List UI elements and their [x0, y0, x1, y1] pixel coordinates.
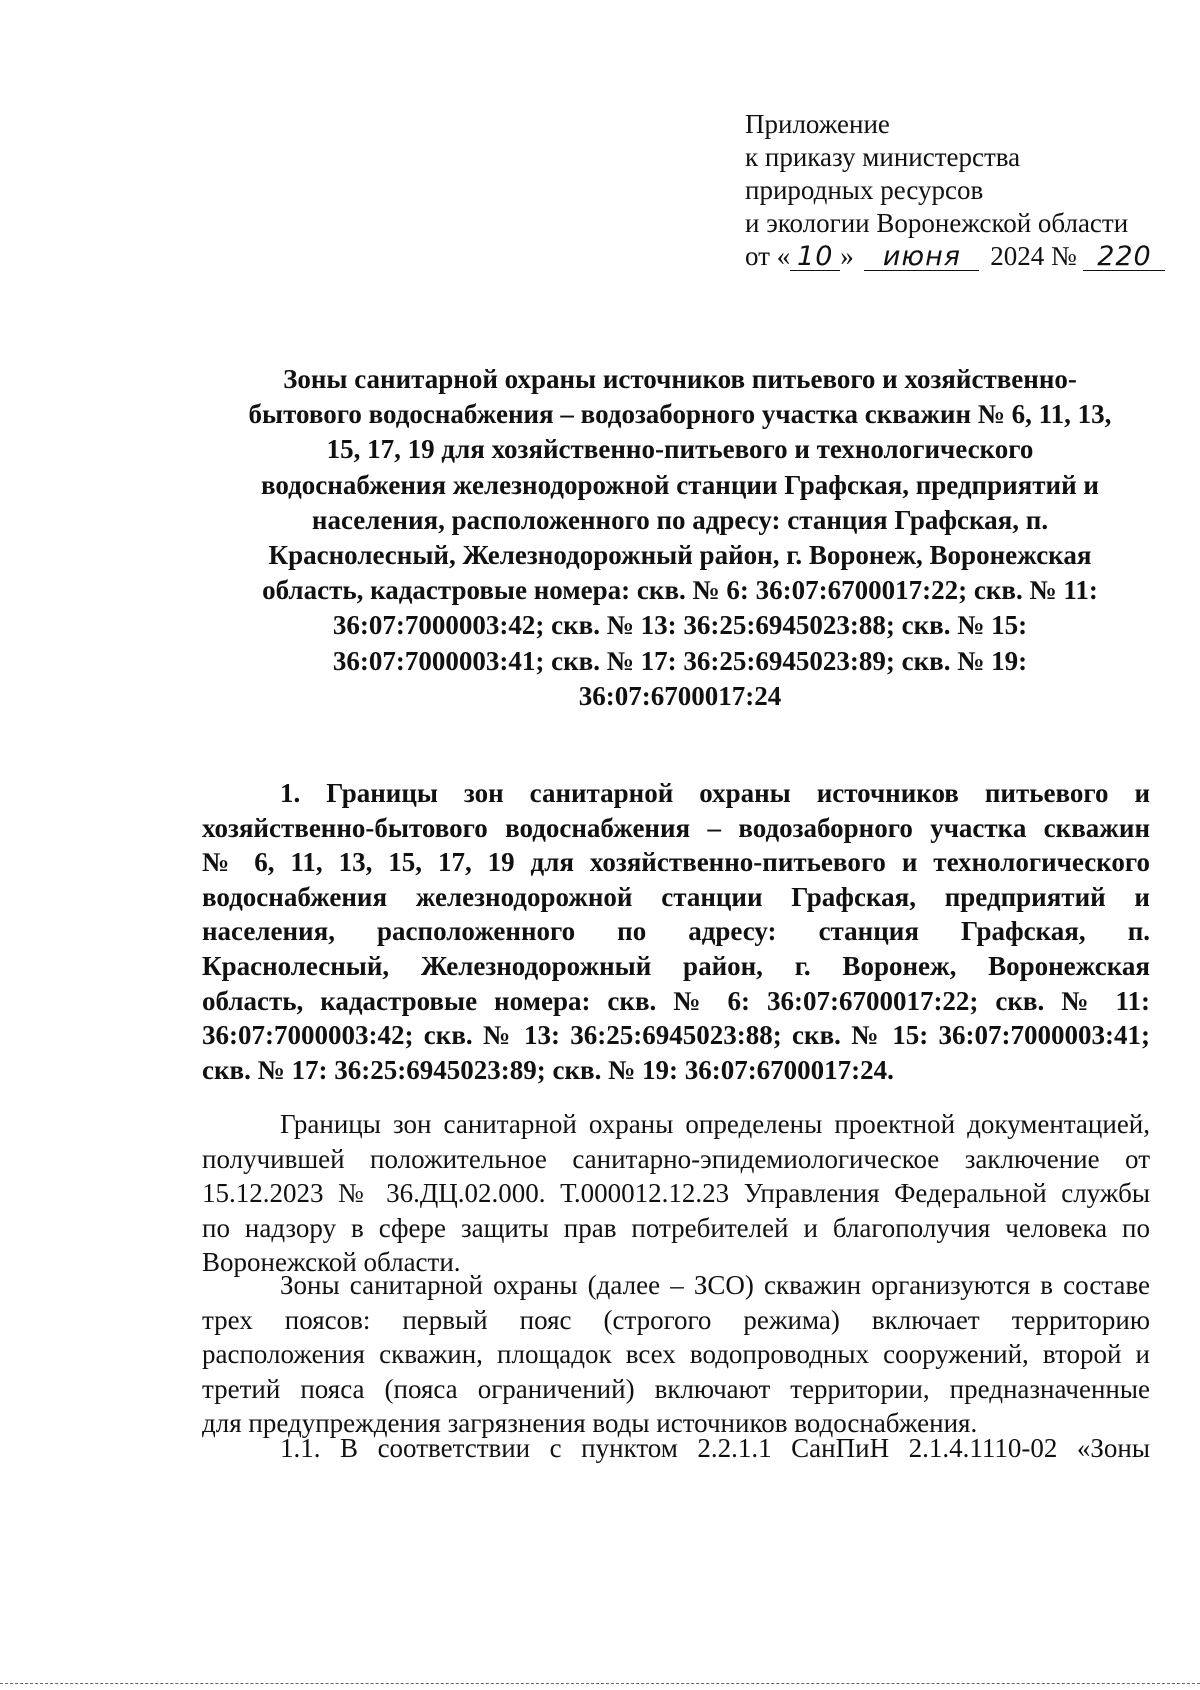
- appendix-line: к приказу министерства: [745, 142, 1021, 172]
- paragraph-1-1: [202, 1431, 1150, 1466]
- handwritten-day: 10: [790, 244, 840, 271]
- appendix-line: Приложение: [745, 109, 890, 139]
- date-mid: »: [840, 241, 854, 271]
- appendix-line: природных ресурсов: [745, 175, 984, 205]
- section-1-line: хозяйственно-бытового водоснабжения – водозаборного участка скважин: [202, 812, 1150, 843]
- section-1-line: № 6, 11, 13, 15, 17, 19 для хозяйственно-питьевого и технологического: [202, 847, 1150, 878]
- title-line: область, кадастровые номера: скв. № 6: 36:07:6700017:22; скв. № 11:: [262, 575, 1098, 606]
- paragraph-line: 1.1. В соответствии с пунктом 2.2.1.1 СанПиН 2.1.4.1110-02 «Зоны: [280, 1433, 1150, 1463]
- paragraph-line: третий пояса (пояса ограничений) включают территории, предназначенные: [202, 1373, 1150, 1404]
- section-1-line: область, кадастровые номера: скв. № 6: 36:07:6700017:22; скв. № 11:: [202, 985, 1150, 1016]
- title-line: 36:07:6700017:24: [578, 680, 782, 711]
- paragraph-line: для предупреждения загрязнения воды источников водоснабжения.: [202, 1408, 978, 1439]
- handwritten-month: июня: [864, 244, 979, 271]
- title-line: 36:07:7000003:41; скв. № 17: 36:25:6945023:89; скв. № 19:: [332, 645, 1028, 676]
- section-1-heading: [202, 776, 1150, 1087]
- section-1-line: 36:07:7000003:42; скв. № 13: 36:25:6945023:88; скв. № 15: 36:07:7000003:41;: [202, 1020, 1150, 1051]
- title-line: 15, 17, 19 для хозяйственно-питьевого и технологического: [326, 434, 1034, 465]
- paragraph-line: Границы зон санитарной охраны определены проектной документацией,: [280, 1109, 1150, 1139]
- page-bottom-edge: [0, 1683, 1200, 1685]
- paragraph-line: расположения скважин, площадок всех водопроводных сооружений, второй и: [202, 1339, 1150, 1370]
- document-title: [200, 362, 1160, 714]
- title-line: Зоны санитарной охраны источников питьевого и хозяйственно-: [283, 364, 1077, 394]
- paragraph-line: трех поясов: первый пояс (строгого режима) включает территорию: [202, 1304, 1150, 1335]
- paragraph-basis: [202, 1107, 1150, 1280]
- paragraph-line: Воронежской области.: [202, 1247, 461, 1278]
- section-1-line: 1. Границы зон санитарной охраны источников питьевого и: [280, 778, 1150, 808]
- section-1-line: населения, расположенного по адресу: станция Графская, п.: [202, 916, 1150, 947]
- paragraph-line: Зоны санитарной охраны (далее – ЗСО) скважин организуются в составе: [280, 1270, 1150, 1300]
- title-line: Краснолесный, Железнодорожный район, г. Воронеж, Воронежская: [268, 540, 1092, 571]
- title-line: бытового водоснабжения – водозаборного участка скважин № 6, 11, 13,: [248, 399, 1112, 430]
- paragraph-line: по надзору в сфере защиты прав потребителей и благополучия человека по: [202, 1212, 1150, 1243]
- appendix-line: и экологии Воронежской области: [745, 208, 1129, 238]
- handwritten-doc-number: 220: [1083, 244, 1165, 271]
- appendix-date-line: [745, 240, 1165, 273]
- appendix-header: [745, 108, 1165, 273]
- date-prefix: от «: [745, 241, 791, 271]
- title-line: водоснабжения железнодорожной станции Графская, предприятий и: [261, 469, 1099, 500]
- section-1-line: Краснолесный, Железнодорожный район, г. Воронеж, Воронежская: [202, 950, 1150, 981]
- paragraph-line: 15.12.2023 № 36.ДЦ.02.000. Т.000012.12.23 Управления Федеральной службы: [202, 1178, 1150, 1209]
- section-1-line: скв. № 17: 36:25:6945023:89; скв. № 19: 36:07:6700017:24.: [202, 1054, 894, 1085]
- title-line: населения, расположенного по адресу: станция Графская, п.: [311, 504, 1049, 535]
- title-line: 36:07:7000003:42; скв. № 13: 36:25:6945023:88; скв. № 15:: [332, 610, 1028, 641]
- date-year: 2024 №: [990, 241, 1077, 271]
- paragraph-zones: [202, 1268, 1150, 1441]
- section-1-line: водоснабжения железнодорожной станции Графская, предприятий и: [202, 881, 1150, 912]
- paragraph-line: получившей положительное санитарно-эпидемиологическое заключение от: [202, 1143, 1150, 1174]
